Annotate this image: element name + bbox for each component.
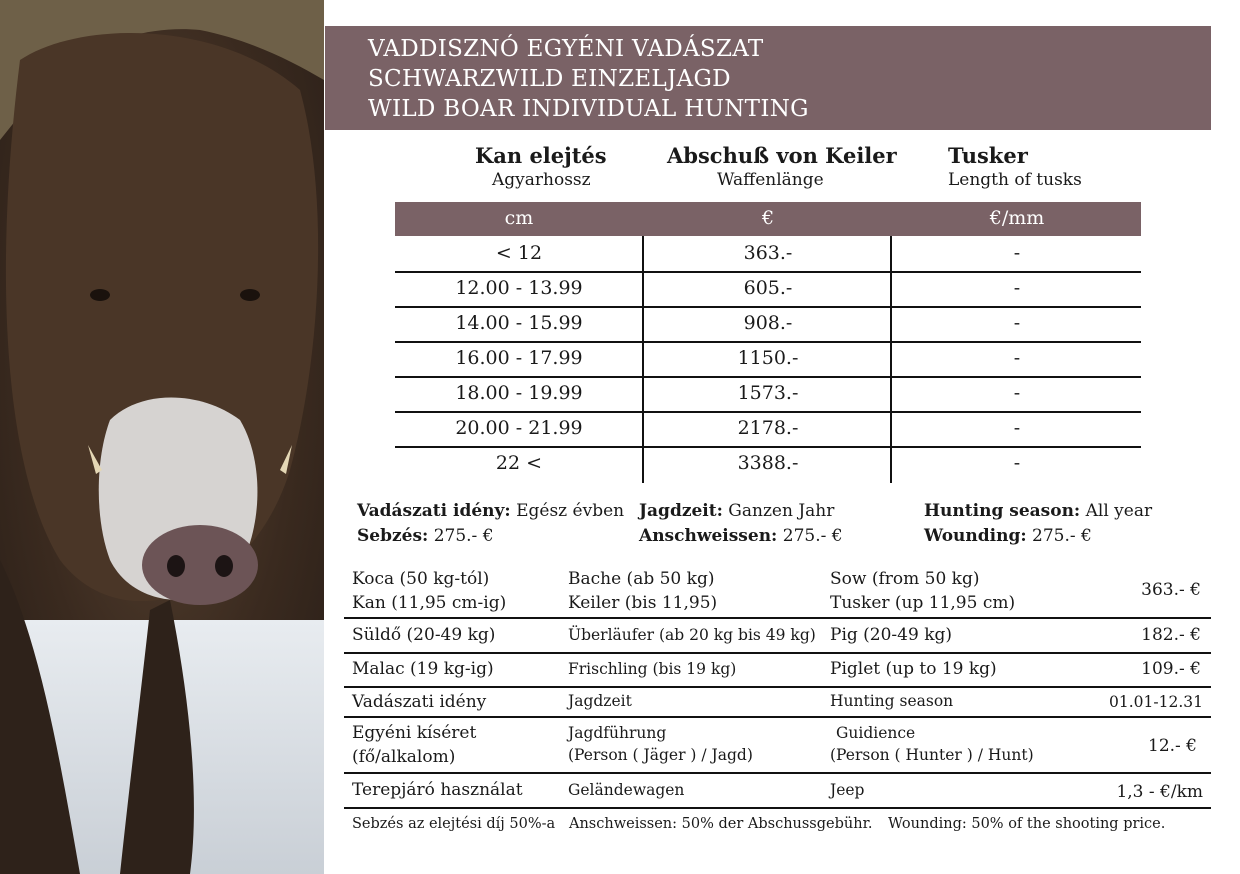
season-label: Hunting season: [924, 501, 1081, 521]
footnote-english: Wounding: 50% of the shooting price. [888, 816, 1166, 832]
table-row [395, 272, 1141, 308]
column-subtitle: Agyarhossz [492, 170, 591, 190]
wounding-value: 275.- € [1026, 526, 1092, 546]
column-subtitle: Length of tusks [948, 170, 1082, 190]
item-german-line1: Jagdführung [568, 724, 667, 742]
tusk-length: 18.00 - 19.99 [455, 382, 583, 404]
tusk-price-per-mm: - [1013, 347, 1021, 369]
table-divider [642, 236, 644, 483]
tusk-price: 3388.- [737, 452, 799, 474]
price-row-jeep [344, 774, 1211, 809]
title-english: WILD BOAR INDIVIDUAL HUNTING [368, 96, 809, 122]
item-price: 1,3 - €/km [1116, 782, 1203, 802]
tusk-price: 1573.- [737, 382, 799, 404]
table-row [395, 307, 1141, 343]
price-list-top [344, 563, 1211, 565]
item-english-line2: (Person ( Hunter ) / Hunt) [830, 746, 1034, 764]
season-value: Egész évben [510, 501, 625, 521]
item-english: Pig (20-49 kg) [830, 625, 953, 645]
tusk-price: 605.- [743, 277, 793, 299]
table-divider [890, 236, 892, 483]
tusk-price-per-mm: - [1013, 417, 1021, 439]
tusk-length: 20.00 - 21.99 [455, 417, 583, 439]
column-heading-hungarian [475, 143, 607, 190]
tusk-price: 908.- [743, 312, 793, 334]
tusk-price: 1150.- [737, 347, 799, 369]
price-row-sow-tusker [344, 565, 1211, 619]
item-price: 109.- € [1141, 659, 1201, 679]
item-hungarian-line2: Kan (11,95 cm-ig) [352, 593, 507, 613]
title-german: SCHWARZWILD EINZELJAGD [368, 66, 731, 92]
season-label: Jagdzeit: [639, 501, 723, 521]
wounding-label: Wounding: [924, 526, 1027, 546]
item-english: Piglet (up to 19 kg) [830, 659, 997, 679]
tusk-length: 16.00 - 17.99 [455, 347, 583, 369]
item-german-line2: (Person ( Jäger ) / Jagd) [568, 746, 753, 764]
item-hungarian: Süldő (20-49 kg) [352, 625, 496, 645]
wounding-label: Sebzés: [357, 526, 429, 546]
item-english: Hunting season [830, 692, 954, 710]
column-heading-german [667, 143, 897, 190]
tusk-length: 12.00 - 13.99 [455, 277, 583, 299]
wounding-value: 275.- € [777, 526, 843, 546]
wounding-label: Anschweissen: [639, 526, 778, 546]
table-row [395, 342, 1141, 378]
item-english-line2: Tusker (up 11,95 cm) [830, 593, 1016, 613]
tusk-price: 2178.- [737, 417, 799, 439]
season-label: Vadászati idény: [357, 501, 511, 521]
tusk-price-per-mm: - [1013, 277, 1021, 299]
price-row-piglet [344, 654, 1211, 688]
item-hungarian-line2: (fő/alkalom) [352, 747, 456, 767]
column-title: Tusker [948, 143, 1028, 168]
item-hungarian: Vadászati idény [352, 692, 487, 712]
column-title: Abschuß von Keiler [667, 143, 897, 168]
footnote-hungarian: Sebzés az elejtési díj 50%-a [352, 816, 556, 832]
table-row [395, 412, 1141, 448]
wild-boar-photo [0, 0, 324, 874]
footnote-german: Anschweissen: 50% der Abschussgebühr. [569, 816, 873, 832]
season-info-english [924, 499, 1152, 549]
item-hungarian-line1: Egyéni kíséret [352, 723, 477, 743]
tusk-price-per-mm: - [1013, 382, 1021, 404]
item-price: 363.- € [1141, 580, 1201, 600]
price-row-season [344, 688, 1211, 718]
item-german-line2: Keiler (bis 11,95) [568, 593, 718, 613]
item-hungarian: Terepjáró használat [352, 780, 523, 800]
item-hungarian: Malac (19 kg-ig) [352, 659, 494, 679]
column-title: Kan elejtés [475, 143, 607, 168]
column-heading-english [948, 143, 1082, 190]
item-hungarian-line1: Koca (50 kg-tól) [352, 569, 490, 589]
item-english-line1: Sow (from 50 kg) [830, 569, 980, 589]
table-row [395, 237, 1141, 273]
price-row-pig [344, 619, 1211, 654]
item-german: Frischling (bis 19 kg) [568, 660, 737, 678]
price-row-guide [344, 718, 1211, 774]
title-banner [325, 26, 1211, 130]
season-info-hungarian [357, 499, 624, 549]
tusk-table-header [395, 202, 1141, 236]
item-english-line1: Guidience [836, 724, 916, 742]
tusk-length: 22 < [495, 452, 543, 474]
tusk-length: < 12 [495, 242, 543, 264]
item-price: 182.- € [1141, 625, 1201, 645]
item-german: Überläufer (ab 20 kg bis 49 kg) [568, 626, 816, 644]
column-subtitle: Waffenlänge [717, 170, 824, 190]
item-price: 01.01-12.31 [1109, 693, 1203, 711]
season-info-german [639, 499, 843, 549]
season-value: All year [1080, 501, 1153, 521]
title-hungarian: VADDISZNÓ EGYÉNI VADÁSZAT [368, 36, 764, 62]
table-row [395, 377, 1141, 413]
header-euro-per-mm: €/mm [989, 207, 1045, 229]
table-row [395, 447, 1141, 481]
item-german: Geländewagen [568, 781, 685, 799]
tusk-price-per-mm: - [1013, 312, 1021, 334]
wounding-value: 275.- € [428, 526, 494, 546]
tusk-price-per-mm: - [1013, 452, 1021, 474]
tusk-price-per-mm: - [1013, 242, 1021, 264]
item-price: 12.- € [1148, 736, 1197, 756]
item-english: Jeep [830, 781, 865, 799]
tusk-length: 14.00 - 15.99 [455, 312, 583, 334]
item-german-line1: Bache (ab 50 kg) [568, 569, 715, 589]
header-cm: cm [504, 207, 534, 229]
header-euro: € [761, 207, 775, 229]
season-value: Ganzen Jahr [722, 501, 835, 521]
tusk-price: 363.- [743, 242, 793, 264]
item-german: Jagdzeit [568, 692, 632, 710]
